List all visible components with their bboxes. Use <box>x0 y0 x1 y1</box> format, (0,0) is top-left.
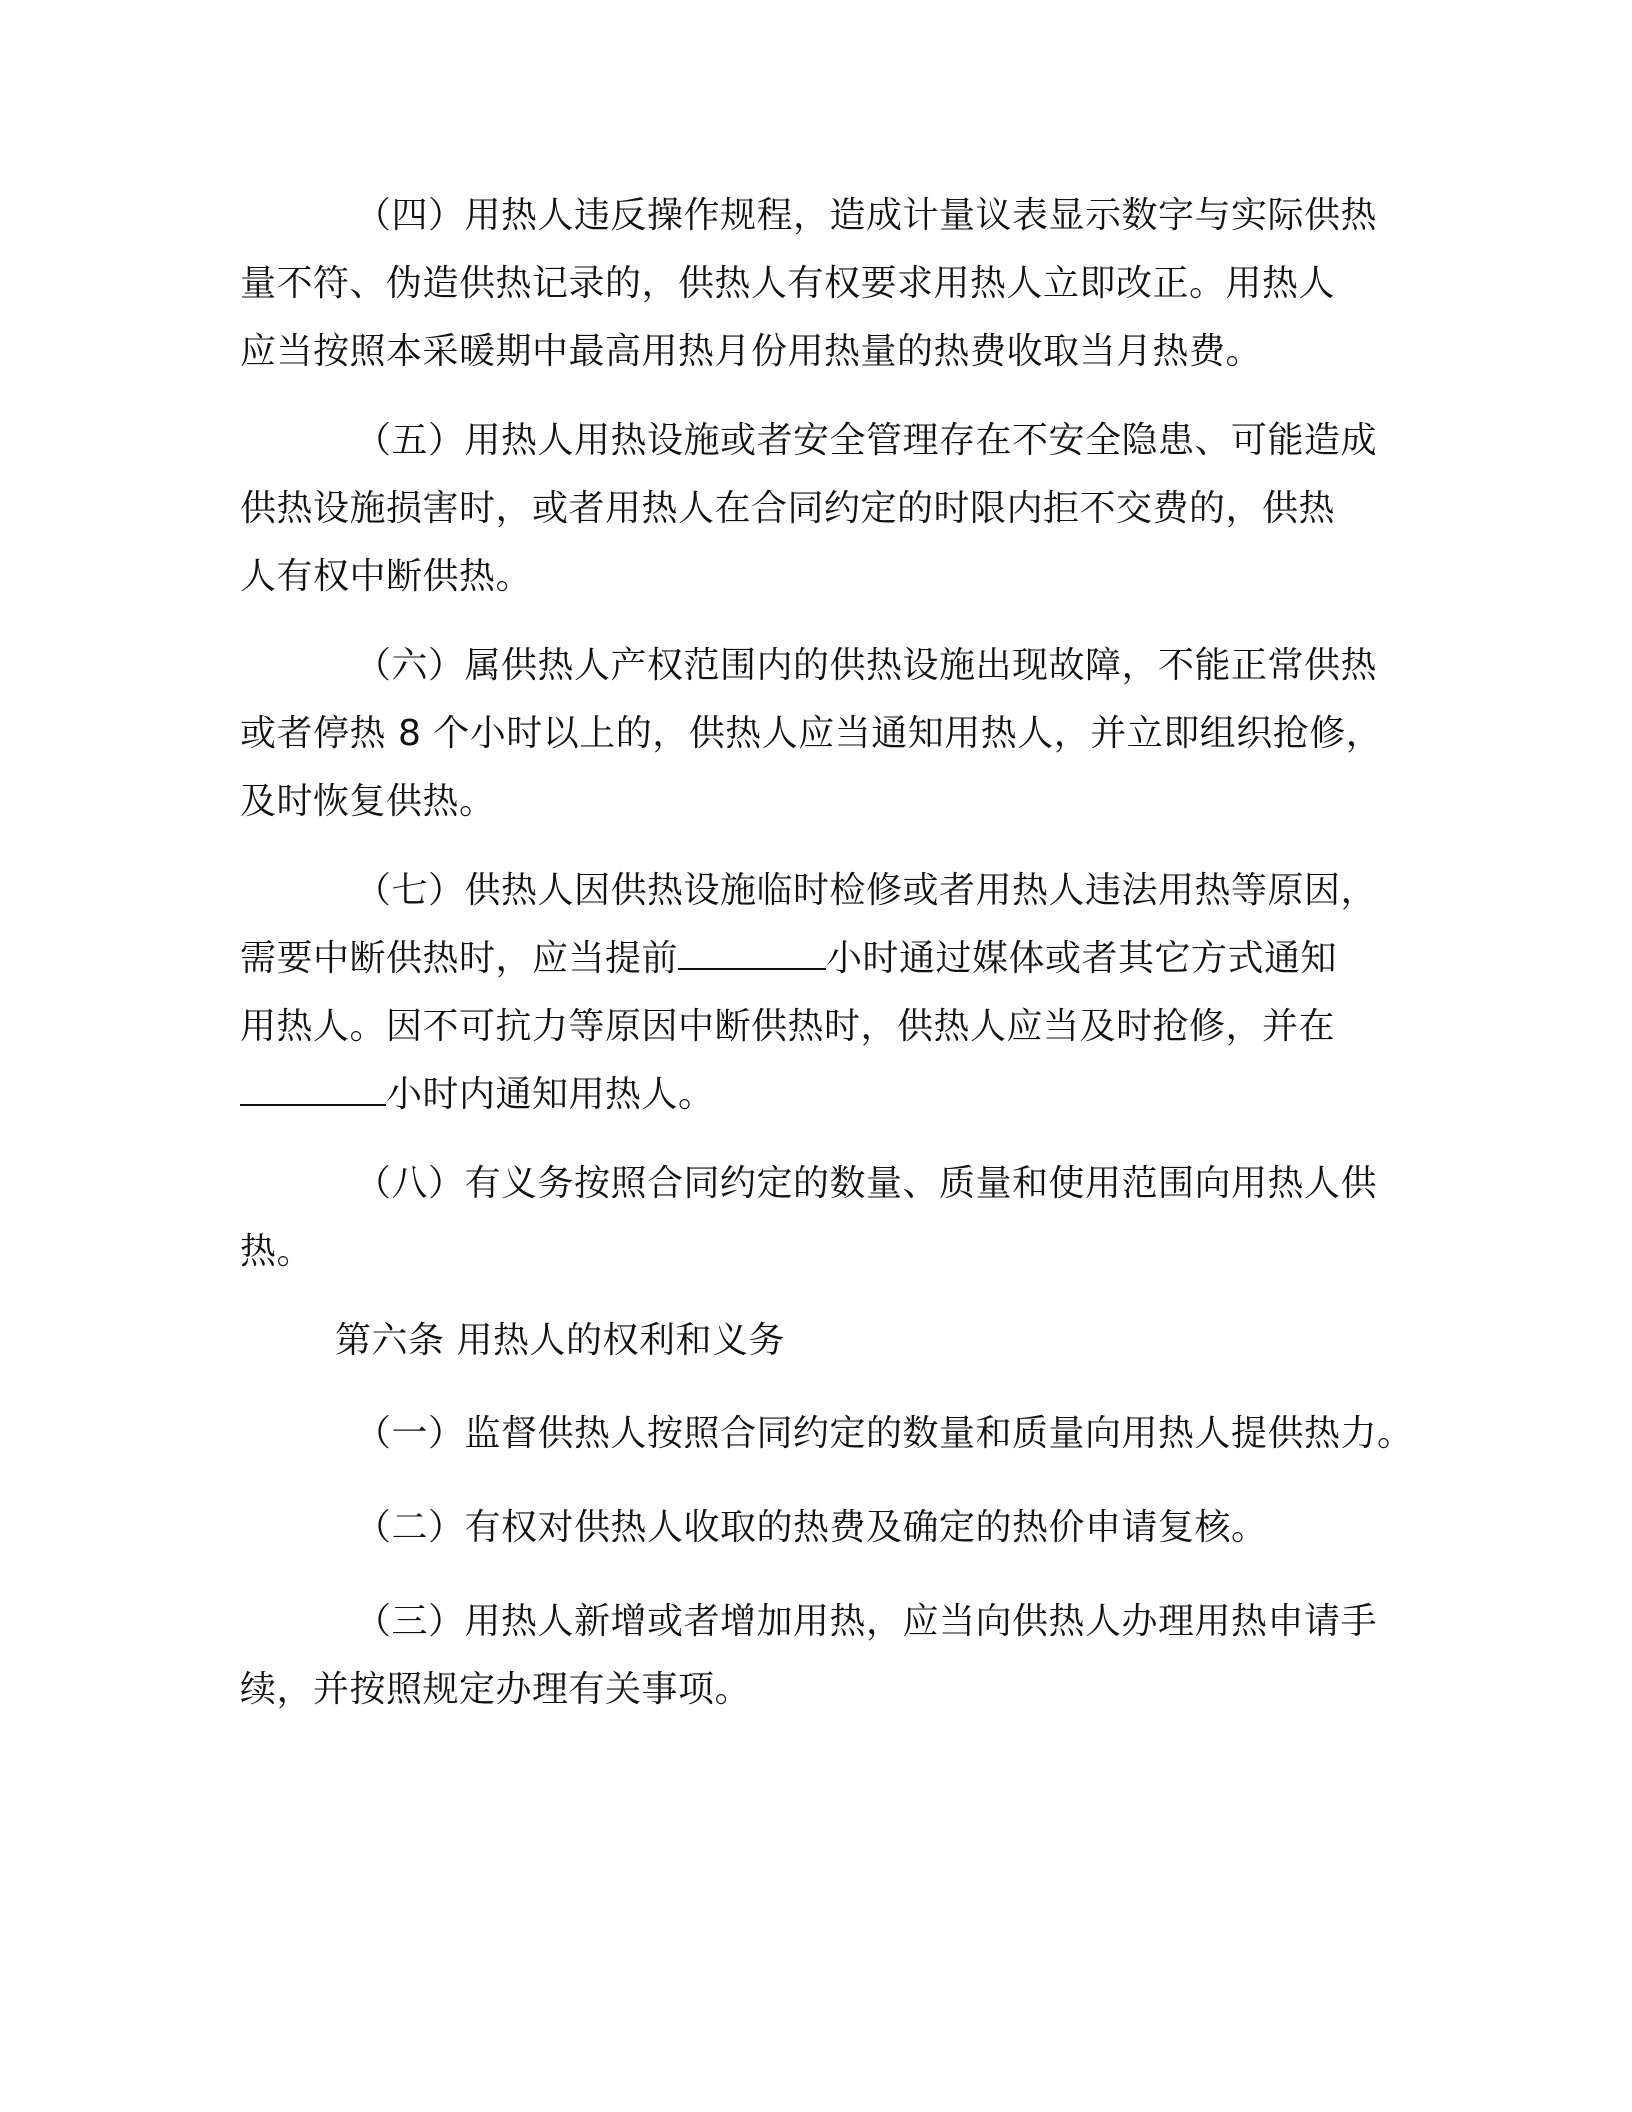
paragraph-line: （二）有权对供热人收取的热费及确定的热价申请复核。 <box>355 1507 1268 1548</box>
paragraph-line: （七）供热人因供热设施临时检修或者用热人违法用热等原因， <box>355 870 1378 911</box>
paragraph-line-with-blank <box>240 925 1440 993</box>
article-6-item-2 <box>240 1494 1440 1562</box>
paragraph-line: 人有权中断供热。 <box>240 556 533 597</box>
paragraph-item-8 <box>240 1150 1440 1286</box>
paragraph-item-6 <box>240 632 1440 836</box>
paragraph-line: 续，并按照规定办理有关事项。 <box>240 1669 752 1710</box>
paragraph-line: （六）属供热人产权范围内的供热设施出现故障，不能正常供热 <box>355 645 1378 686</box>
paragraph-line: （八）有义务按照合同约定的数量、质量和使用范围向用热人供 <box>355 1163 1378 1204</box>
paragraph-item-7 <box>240 857 1440 1129</box>
paragraph-line: （一）监督供热人按照合同约定的数量和质量向用热人提供热力。 <box>355 1413 1414 1454</box>
paragraph-line: （三）用热人新增或者增加用热，应当向供热人办理用热申请手 <box>355 1601 1378 1642</box>
article-6-item-3 <box>240 1588 1440 1724</box>
paragraph-line: （四）用热人违反操作规程，造成计量议表显示数字与实际供热 <box>355 195 1378 236</box>
article-6-item-1 <box>240 1400 1440 1468</box>
blank-field-hours-inform[interactable] <box>240 1074 386 1106</box>
blank-field-hours-notice[interactable] <box>678 938 826 970</box>
paragraph-line: （五）用热人用热设施或者安全管理存在不安全隐患、可能造成 <box>355 420 1378 461</box>
paragraph-line: 及时恢复供热。 <box>240 781 496 822</box>
paragraph-line-text: 小时内通知用热人。 <box>386 1074 715 1115</box>
paragraph-line: 应当按照本采暖期中最高用热月份用热量的热费收取当月热费。 <box>240 331 1263 372</box>
paragraph-line: 量不符、伪造供热记录的，供热人有权要求用热人立即改正。用热人 <box>240 263 1336 304</box>
paragraph-item-5 <box>240 407 1440 611</box>
paragraph-line-text: 需要中断供热时，应当提前 <box>240 938 679 979</box>
article-title: 第六条 用热人的权利和义务 <box>335 1320 785 1361</box>
paragraph-line-text: 小时通过媒体或者其它方式通知 <box>826 938 1338 979</box>
paragraph-line-with-blank <box>240 1061 1440 1129</box>
paragraph-line: 或者停热 8 个小时以上的，供热人应当通知用热人，并立即组织抢修， <box>240 713 1383 754</box>
paragraph-line: 用热人。因不可抗力等原因中断供热时，供热人应当及时抢修，并在 <box>240 1006 1336 1047</box>
paragraph-line: 供热设施损害时，或者用热人在合同约定的时限内拒不交费的，供热 <box>240 488 1336 529</box>
paragraph-item-4 <box>240 182 1440 386</box>
article-6-heading <box>240 1307 1440 1375</box>
paragraph-line: 热。 <box>240 1231 314 1272</box>
